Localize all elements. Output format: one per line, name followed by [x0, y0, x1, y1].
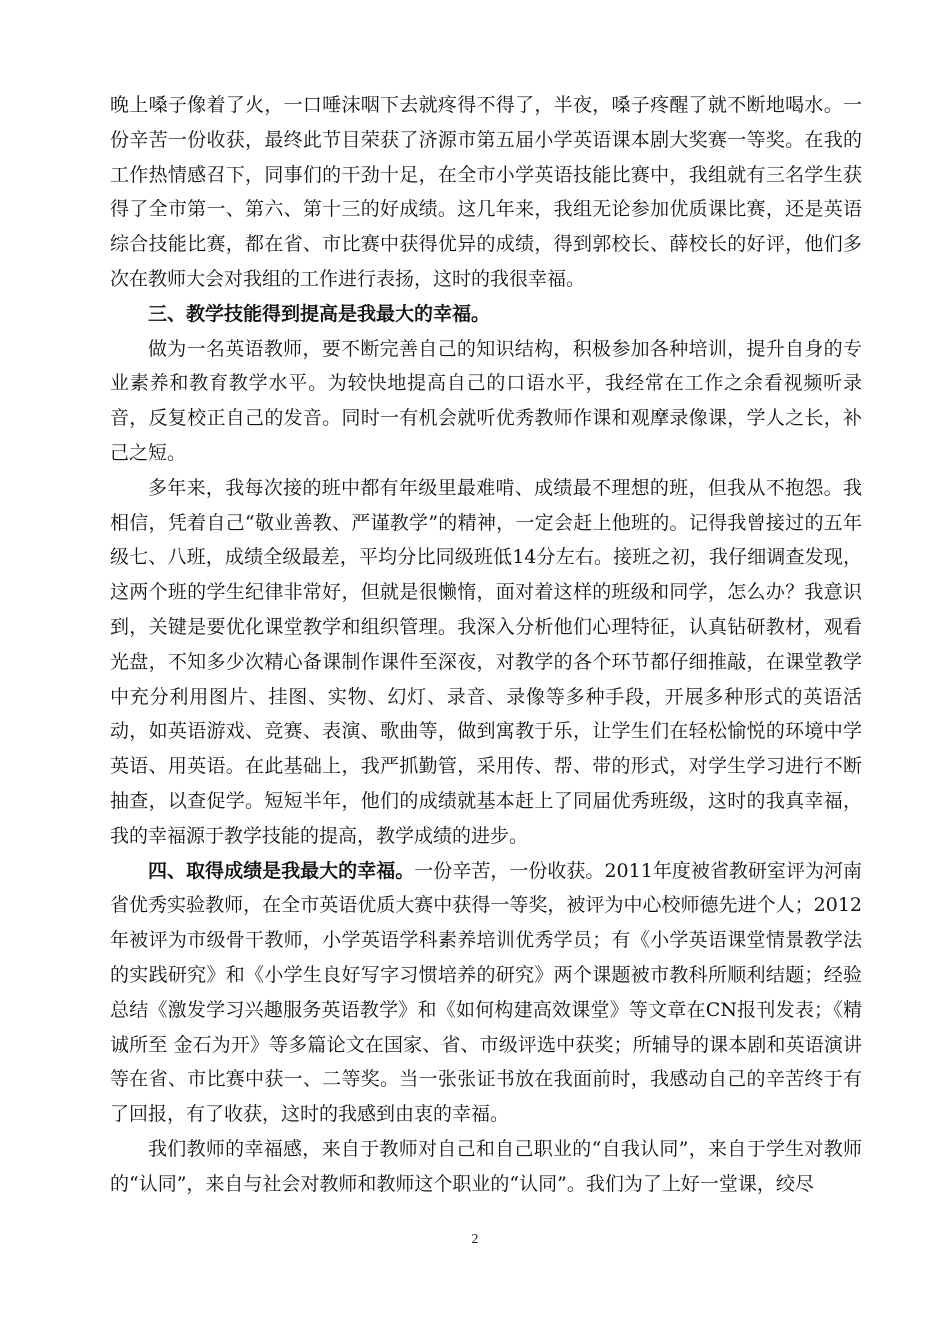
paragraph-happiness: 我们教师的幸福感，来自于教师对自己和自己职业的“自我认同”，来自于学生对教师的“认同”，来自与社会对教师和教师这个职业的“认同”。我们为了上好一堂课，绞尽 — [110, 1137, 862, 1195]
paragraph-continued: 晚上嗓子像着了火，一口唾沫咽下去就疼得不得了，半夜，嗓子疼醒了就不断地喝水。一份辛苦一份收获，最终此节目荣获了济源市第五届小学英语课本剧大奖赛一等奖。在我的工作热情感召下，同事们的干劲十足，在全市小学英语技能比赛中，我组就有三名学生获得了全市第一、第六、第十三的好成绩。这几年来，我组无论参加优质课比赛，还是英语综合技能比赛，都在省、市比赛中获得优异的成绩，得到郭校长、薛校长的好评，他们多次在教师大会对我组的工作进行表扬，这时的我很幸福。 — [110, 94, 862, 290]
section-heading-3: 三、教学技能得到提高是我最大的幸福。 — [148, 302, 491, 325]
page-number: 2 — [471, 1232, 479, 1247]
paragraph-training: 做为一名英语教师，要不断完善自己的知识结构，积极参加各种培训，提升自身的专业素养和教育教学水平。为较快地提高自己的口语水平，我经常在工作之余看视频听录音，反复校正自己的发音。同时一有机会就听优秀教师作课和观摩录像课，学人之长，补己之短。 — [110, 337, 862, 464]
paragraph-class-improvement: 多年来，我每次接的班中都有年级里最难啃、成绩最不理想的班，但我从不抱怨。我相信，凭着自己“敬业善教、严谨教学”的精神，一定会赶上他班的。记得我曾接过的五年级七、八班，成绩全级最差，平均分比同级班低14分左右。接班之初，我仔细调查发现，这两个班的学生纪律非常好，但就是很懒惰，面对着这样的班级和同学，怎么办？我意识到，关键是要优化课堂教学和组织管理。我深入分析他们心理特征，认真钻研教材，观看光盘，不知多少次精心备课制作课件至深夜，对教学的各个环节都仔细推敲，在课堂教学中充分利用图片、挂图、实物、幻灯、录音、录像等多种手段，开展多种形式的英语活动，如英语游戏、竞赛、表演、歌曲等，做到寓教于乐，让学生们在轻松愉悦的环境中学英语、用英语。在此基础上，我严抓勤管，采用传、帮、带的形式，对学生学习进行不断抽查，以查促学。短短半年，他们的成绩就基本赶上了同届优秀班级，这时的我真幸福，我的幸福源于教学技能的提高，教学成绩的进步。 — [110, 476, 862, 847]
achievements-text: 一份辛苦，一份收获。2011年度被省教研室评为河南省优秀实验教师，在全市英语优质大赛中获得一等奖，被评为中心校师德先进个人；2012年被评为市级骨干教师，小学英语学科素养培训优秀学员；有《小学英语课堂情景教学法的实践研究》和《小学生良好写字习惯培养的研究》两个课题被市教科所顺利结题；经验总结《激发学习兴趣服务英语教学》和《如何构建高效课堂》等文章在CN报刊发表；《精诚所至 金石为开》等多篇论文在国家、省、市级评选中获奖；所辅导的课本剧和英语演讲等在省、市比赛中获一、二等奖。当一张张证书放在我面前时，我感动自己的辛苦终于有了回报，有了收获，这时的我感到由衷的幸福。 — [110, 859, 862, 1126]
section-heading-4: 四、取得成绩是我最大的幸福。 — [148, 859, 415, 882]
document-page — [110, 88, 862, 1202]
paragraph-achievements — [110, 854, 862, 1132]
